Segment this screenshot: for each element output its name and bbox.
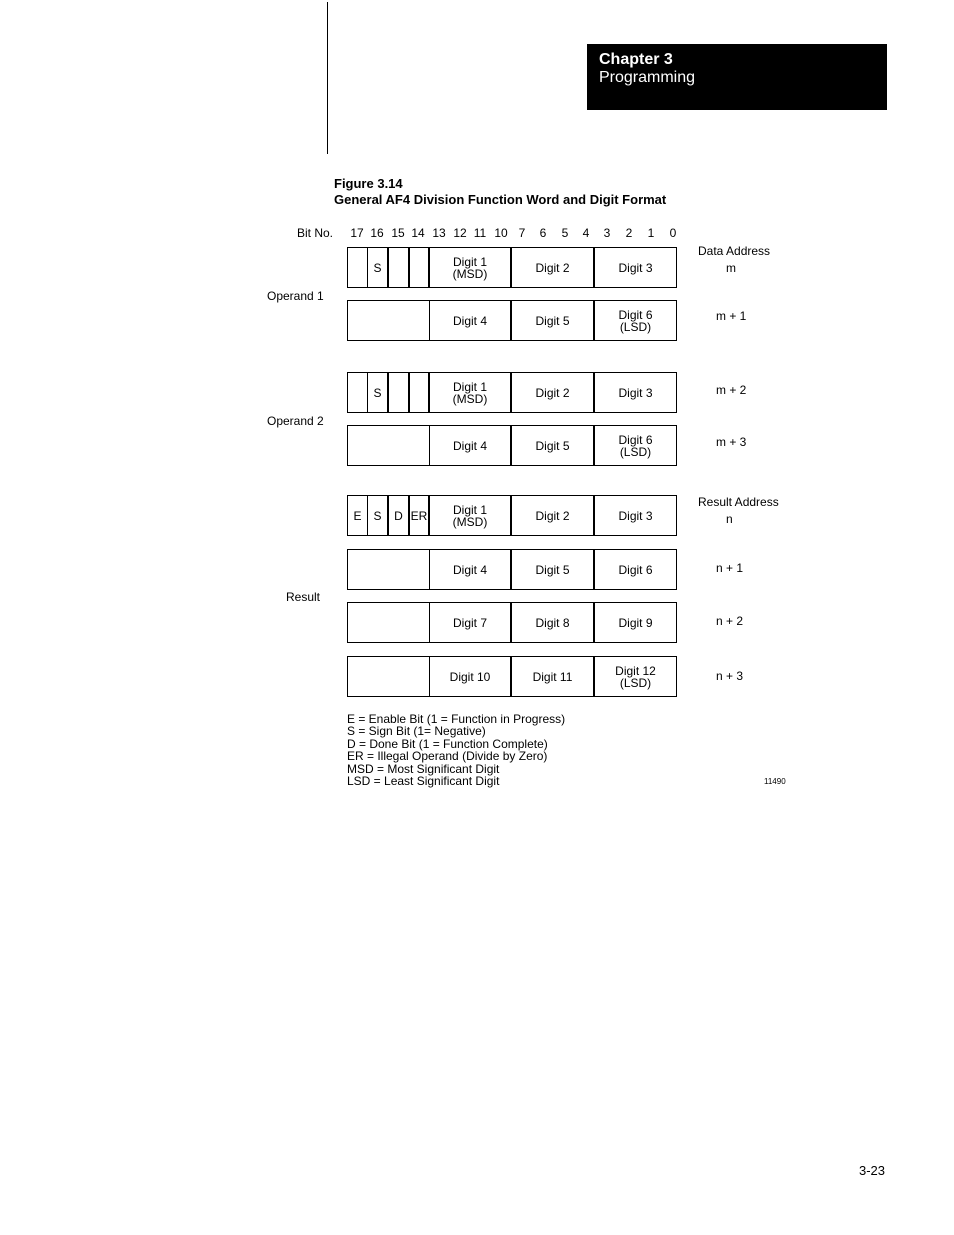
digit-4-cell [429, 549, 511, 590]
address-m-plus-1: m + 1 [716, 309, 747, 323]
legend-item: E = Enable Bit (1 = Function in Progress) [347, 712, 566, 726]
done-bit-cell [388, 495, 409, 536]
figure-id: 11490 [764, 777, 786, 786]
bit-number: 7 [518, 226, 526, 240]
digit-3-cell [594, 247, 677, 288]
cell-text: Digit 4 [452, 562, 487, 577]
operand-1-word-1 [347, 247, 677, 288]
cell-text: Digit 3 [618, 385, 653, 400]
address-m-plus-2: m + 2 [716, 383, 747, 397]
result-word-2 [347, 549, 677, 590]
page-number: 3-23 [859, 1163, 886, 1178]
blank-cell [347, 549, 430, 590]
digit-5-cell [511, 425, 594, 466]
bit-number: 4 [582, 226, 590, 240]
legend-item: S = Sign Bit (1= Negative) [347, 724, 486, 739]
address-n-plus-3: n + 3 [716, 669, 744, 683]
digit-10-cell [429, 656, 511, 697]
digit-1-cell [429, 247, 511, 288]
cell-text: Digit 2 [535, 508, 570, 523]
blank-cell [347, 656, 430, 697]
bit-number: 1 [647, 226, 655, 240]
legend [347, 713, 565, 787]
digit-9-cell [594, 602, 677, 643]
operand-2-word-1 [347, 372, 677, 413]
address-n-plus-2: n + 2 [716, 614, 744, 628]
blank-cell [347, 425, 430, 466]
cell-text: D [394, 508, 403, 523]
chapter-header [587, 44, 887, 110]
bit-no-label: Bit No. [297, 226, 334, 240]
cell-text: S [373, 385, 382, 400]
cell-text: Digit 5 [535, 438, 570, 453]
digit-7-cell [429, 602, 511, 643]
bit-number-row [0, 226, 954, 240]
digit-5-cell [511, 300, 594, 341]
cell-text: Digit 5 [535, 562, 570, 577]
bit-cell-14 [409, 247, 429, 288]
digit-8-cell [511, 602, 594, 643]
margin-rule [327, 2, 328, 154]
operand-1-word-2 [347, 300, 677, 341]
digit-6-cell [594, 300, 677, 341]
cell-text: Digit 3 [618, 508, 653, 523]
cell-text: Digit 1 [452, 502, 487, 517]
cell-text: S [373, 260, 382, 275]
cell-text: E [353, 508, 362, 523]
blank-cell [347, 602, 430, 643]
bit-cell-15 [388, 372, 409, 413]
bit-cell-17 [347, 247, 368, 288]
cell-subtext: (LSD) [619, 675, 652, 690]
digit-3-cell [594, 495, 677, 536]
bit-number: 16 [370, 226, 384, 240]
digit-2-cell [511, 495, 594, 536]
operand-2-label: Operand 2 [267, 414, 324, 428]
bit-number: 2 [625, 226, 633, 240]
result-word-4 [347, 656, 677, 697]
address-n-plus-1: n + 1 [716, 561, 744, 575]
data-address-label: Data Address [698, 244, 771, 258]
bit-number: 14 [411, 226, 425, 240]
blank-cell [347, 300, 430, 341]
cell-text: Digit 11 [532, 669, 573, 684]
result-label: Result [286, 590, 321, 604]
bit-number: 12 [453, 226, 467, 240]
enable-bit-cell [347, 495, 368, 536]
chapter-number: Chapter 3 [599, 51, 673, 68]
address-m: m [726, 261, 736, 275]
legend-item: ER = Illegal Operand (Divide by Zero) [347, 749, 548, 764]
cell-text: ER [410, 508, 428, 523]
bit-number: 3 [603, 226, 611, 240]
figure-caption [334, 176, 666, 208]
legend-item: LSD = Least Significant Digit [347, 774, 500, 789]
cell-text: Digit 2 [535, 385, 570, 400]
digit-5-cell [511, 549, 594, 590]
sign-bit-cell [367, 247, 388, 288]
digit-6-cell [594, 425, 677, 466]
operand-1-label: Operand 1 [267, 289, 324, 303]
bit-cell-14 [409, 372, 429, 413]
result-address-label: Result Address [698, 495, 779, 509]
bit-number: 17 [350, 226, 364, 240]
figure-title: General AF4 Division Function Word and Digit Format [334, 192, 667, 207]
cell-subtext: (LSD) [619, 319, 652, 334]
cell-text: Digit 9 [618, 615, 653, 630]
cell-text: Digit 7 [452, 615, 487, 630]
result-word-3 [347, 602, 677, 643]
cell-text: Digit 1 [452, 254, 487, 269]
digit-11-cell [511, 656, 594, 697]
digit-2-cell [511, 372, 594, 413]
bit-number: 13 [432, 226, 446, 240]
chapter-title: Programming [599, 69, 696, 86]
cell-subtext: (MSD) [452, 391, 488, 406]
figure-number: Figure 3.14 [334, 176, 403, 191]
bit-cell-15 [388, 247, 409, 288]
digit-2-cell [511, 247, 594, 288]
cell-text: Digit 3 [618, 260, 653, 275]
operand-2-word-2 [347, 425, 677, 466]
bit-number: 0 [669, 226, 677, 240]
sign-bit-cell [367, 495, 388, 536]
cell-text: Digit 12 [615, 663, 656, 678]
sign-bit-cell [367, 372, 388, 413]
error-bit-cell [409, 495, 429, 536]
address-m-plus-3: m + 3 [716, 435, 747, 449]
cell-text: Digit 4 [452, 313, 487, 328]
cell-subtext: (MSD) [452, 266, 488, 281]
cell-subtext: (LSD) [619, 444, 652, 459]
bit-number: 5 [561, 226, 569, 240]
cell-text: Digit 6 [618, 562, 653, 577]
cell-text: Digit 4 [452, 438, 487, 453]
cell-subtext: (MSD) [452, 514, 488, 529]
digit-4-cell [429, 425, 511, 466]
cell-text: S [373, 508, 382, 523]
digit-6-cell [594, 549, 677, 590]
bit-number: 11 [473, 226, 487, 240]
legend-item: D = Done Bit (1 = Function Complete) [347, 736, 548, 751]
cell-text: Digit 6 [618, 307, 653, 322]
bit-number: 10 [494, 226, 508, 240]
cell-text: Digit 8 [535, 615, 570, 630]
address-n: n [726, 512, 733, 526]
cell-text: Digit 10 [449, 669, 491, 684]
cell-text: Digit 6 [618, 432, 653, 447]
cell-text: Digit 1 [452, 379, 487, 394]
bit-number: 15 [391, 226, 405, 240]
digit-4-cell [429, 300, 511, 341]
legend-item: MSD = Most Significant Digit [347, 761, 500, 776]
digit-1-cell [429, 495, 511, 536]
bit-cell-17 [347, 372, 368, 413]
bit-number: 6 [539, 226, 547, 240]
cell-text: Digit 2 [535, 260, 570, 275]
cell-text: Digit 5 [535, 313, 570, 328]
digit-12-cell [594, 656, 677, 697]
digit-1-cell [429, 372, 511, 413]
digit-3-cell [594, 372, 677, 413]
result-word-1 [347, 495, 677, 536]
